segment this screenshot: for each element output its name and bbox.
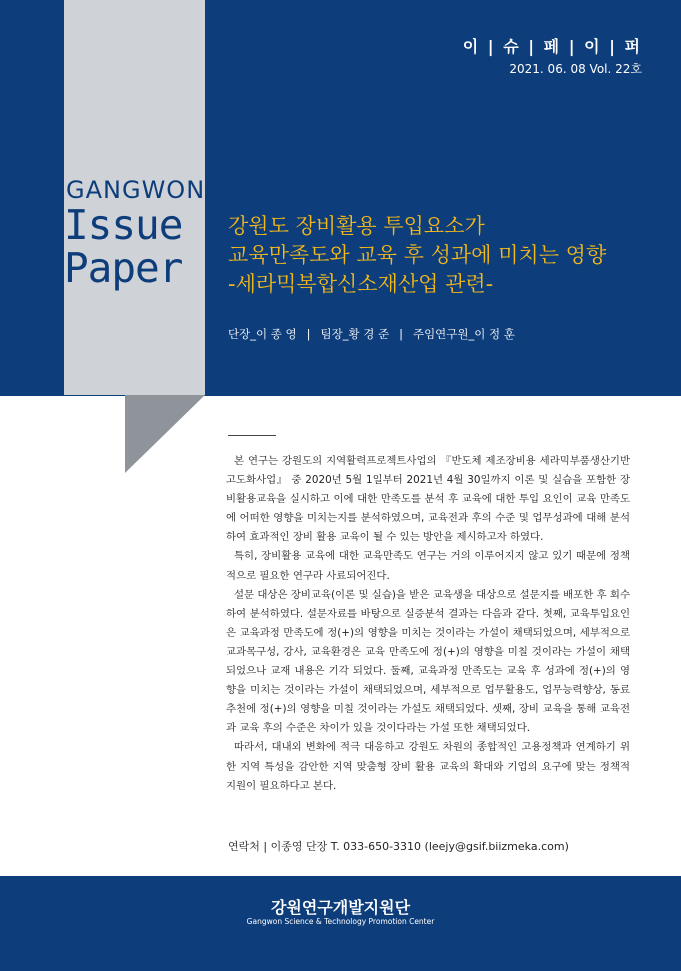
author-3: 주임연구원_이 정 훈 bbox=[412, 327, 515, 341]
author-1: 단장_이 종 영 bbox=[228, 327, 297, 341]
ribbon-fold-shape bbox=[125, 395, 205, 473]
title-line-2: 교육만족도와 교육 후 성과에 미치는 영향 bbox=[228, 243, 607, 267]
org-name-korean: 강원연구개발지원단 bbox=[270, 898, 411, 917]
title-line-3: -세라믹복합신소재산업 관련- bbox=[228, 272, 494, 296]
brand-gangwon: GANGWON bbox=[66, 176, 206, 204]
summary-body bbox=[226, 452, 630, 796]
paragraph-1: 본 연구는 강원도의 지역활력프로젝트사업의 『반도체 제조장비용 세라믹부품생산기반 고도화사업』 중 2020년 5월 1일부터 2021년 4월 30일까지 이론 및 실습을 포함한 장비활용교육을 실시하고 이에 대한 만족도를 분석 후 교육에 대한 투입 요인이 교육 만족도에 어떠한 영향을 미치는지를 분석하였으며, 교육전과 후의 수준 및 업무성과에 대해 분석하여 효과적인 장비 활용 교육이 될 수 있는 방안을 제시하고자 하였다. bbox=[226, 455, 630, 544]
brand-paper: Paper bbox=[64, 244, 183, 292]
paragraph-2: 특히, 장비활용 교육에 대한 교육만족도 연구는 거의 이루어지지 않고 있기 때문에 정책적으로 필요한 연구라 사료되어진다. bbox=[226, 550, 630, 582]
divider: | bbox=[306, 327, 311, 341]
title-line-1: 강원도 장비활용 투입요소가 bbox=[228, 214, 485, 238]
issue-date-volume: 2021. 06. 08 Vol. 22호 bbox=[509, 62, 642, 76]
paper-title bbox=[228, 212, 668, 299]
author-2: 팀장_황 경 준 bbox=[320, 327, 390, 341]
author-list bbox=[228, 326, 515, 342]
section-rule bbox=[228, 435, 276, 436]
divider: | bbox=[399, 327, 403, 341]
org-name-english: Gangwon Science & Technology Promotion Center bbox=[246, 917, 435, 926]
series-label: 이 | 슈 | 페 | 이 | 퍼 bbox=[462, 37, 642, 56]
contact-info: 연락처 | 이종영 단장 T. 033-650-3310 (leejy@gsif.biizmeka.com) bbox=[228, 840, 569, 853]
brand-issue: Issue bbox=[64, 201, 183, 249]
paragraph-4: 따라서, 대내외 변화에 적극 대응하고 강원도 차원의 종합적인 고용정책과 연계하기 위한 지역 특성을 감안한 지역 맞춤형 장비 활용 교육의 확대와 기업의 요구에 맞는 정책적 지원이 필요하다고 본다. bbox=[226, 741, 630, 792]
paragraph-3: 설문 대상은 장비교육(이론 및 실습)을 받은 교육생을 대상으로 설문지를 배포한 후 회수하여 분석하였다. 설문자료를 바탕으로 실증분석 결과는 다음과 같다. 첫째, 교육투입요인은 교육과정 만족도에 정(+)의 영향을 미치는 것이라는 가설이 채택되었으며, 세부적으로 교과목구성, 강사, 교육환경은 교육 만족도에 정(+)의 영향을 미칠 것이라는 가설이 채택되었으나 교재 내용은 기각 되었다. 둘째, 교육과정 만족도는 교육 후 성과에 정(+)의 영향을 미치는 것이라는 가설이 채택되었으며, 세부적으로 업무활용도, 업무능력향상, 동료추천에 정(+)의 영향을 미칠 것이라는 가설도 채택되었다. 셋째, 장비 교육을 통해 교육전과 교육 후의 수준은 차이가 있을 것이다라는 가설 또한 채택되었다. bbox=[226, 588, 630, 735]
